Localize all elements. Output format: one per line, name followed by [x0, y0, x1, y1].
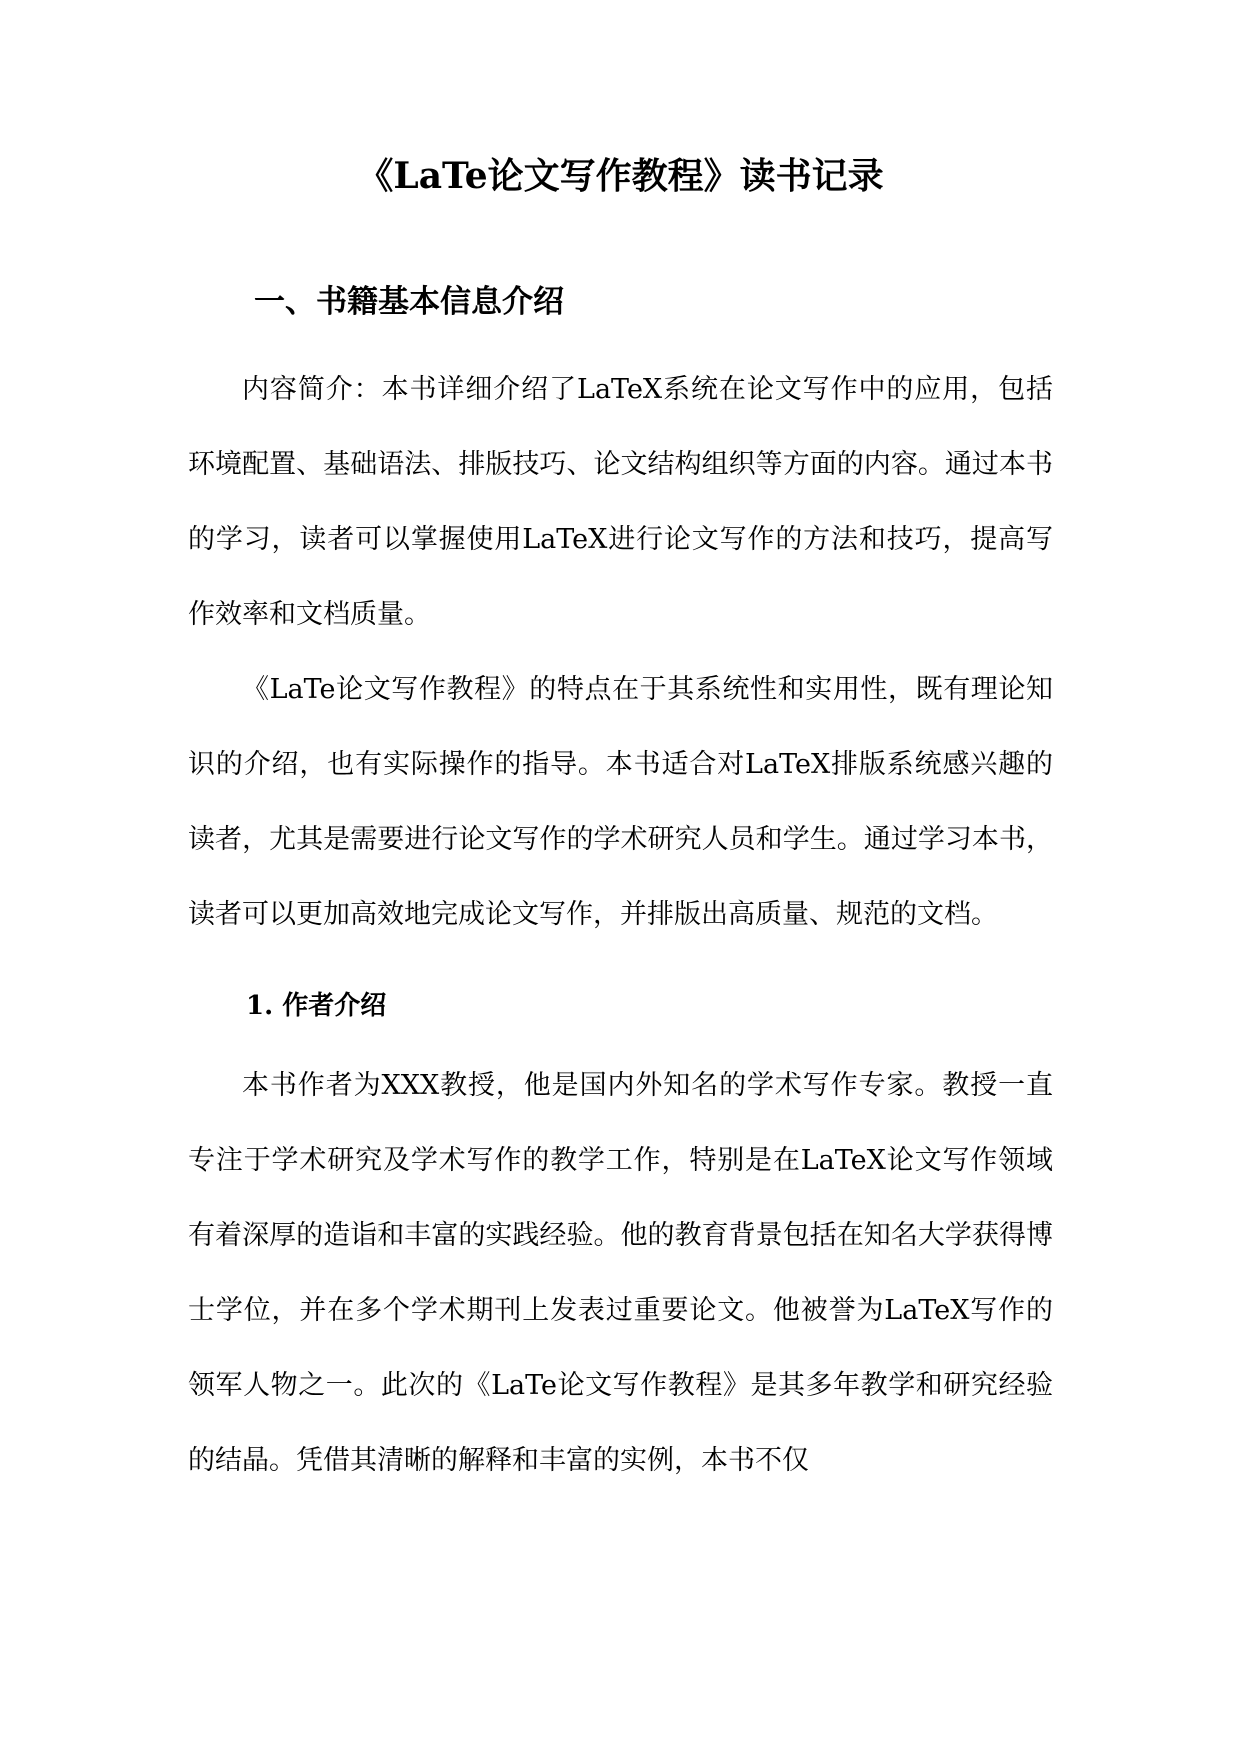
paragraph: 本书作者为XXX教授，他是国内外知名的学术写作专家。教授一直专注于学术研究及学术写作的教学工作，特别是在LaTeX论文写作领域有着深厚的造诣和丰富的实践经验。他的教育背景包括在知名大学获得博士学位，并在多个学术期刊上发表过重要论文。他被誉为LaTeX写作的领军人物之一。此次的《LaTe论文写作教程》是其多年教学和研究经验的结晶。凭借其清晰的解释和丰富的实例，本书不仅	[188, 1070, 1053, 1476]
document-body	[188, 280, 1053, 1498]
paragraph: 《LaTe论文写作教程》的特点在于其系统性和实用性，既有理论知识的介绍，也有实际操作的指导。本书适合对LaTeX排版系统感兴趣的读者，尤其是需要进行论文写作的学术研究人员和学生。通过学习本书，读者可以更加高效地完成论文写作，并排版出高质量、规范的文档。	[188, 674, 1053, 930]
subsection-heading: 1. 作者介绍	[246, 991, 387, 1021]
document-title: 《LaTe论文写作教程》读书记录	[357, 155, 884, 197]
paragraph: 内容简介：本书详细介绍了LaTeX系统在论文写作中的应用，包括环境配置、基础语法、排版技巧、论文结构组织等方面的内容。通过本书的学习，读者可以掌握使用LaTeX进行论文写作的方法和技巧，提高写作效率和文档质量。	[188, 374, 1053, 630]
section-heading: 一、书籍基本信息介绍	[254, 284, 564, 320]
